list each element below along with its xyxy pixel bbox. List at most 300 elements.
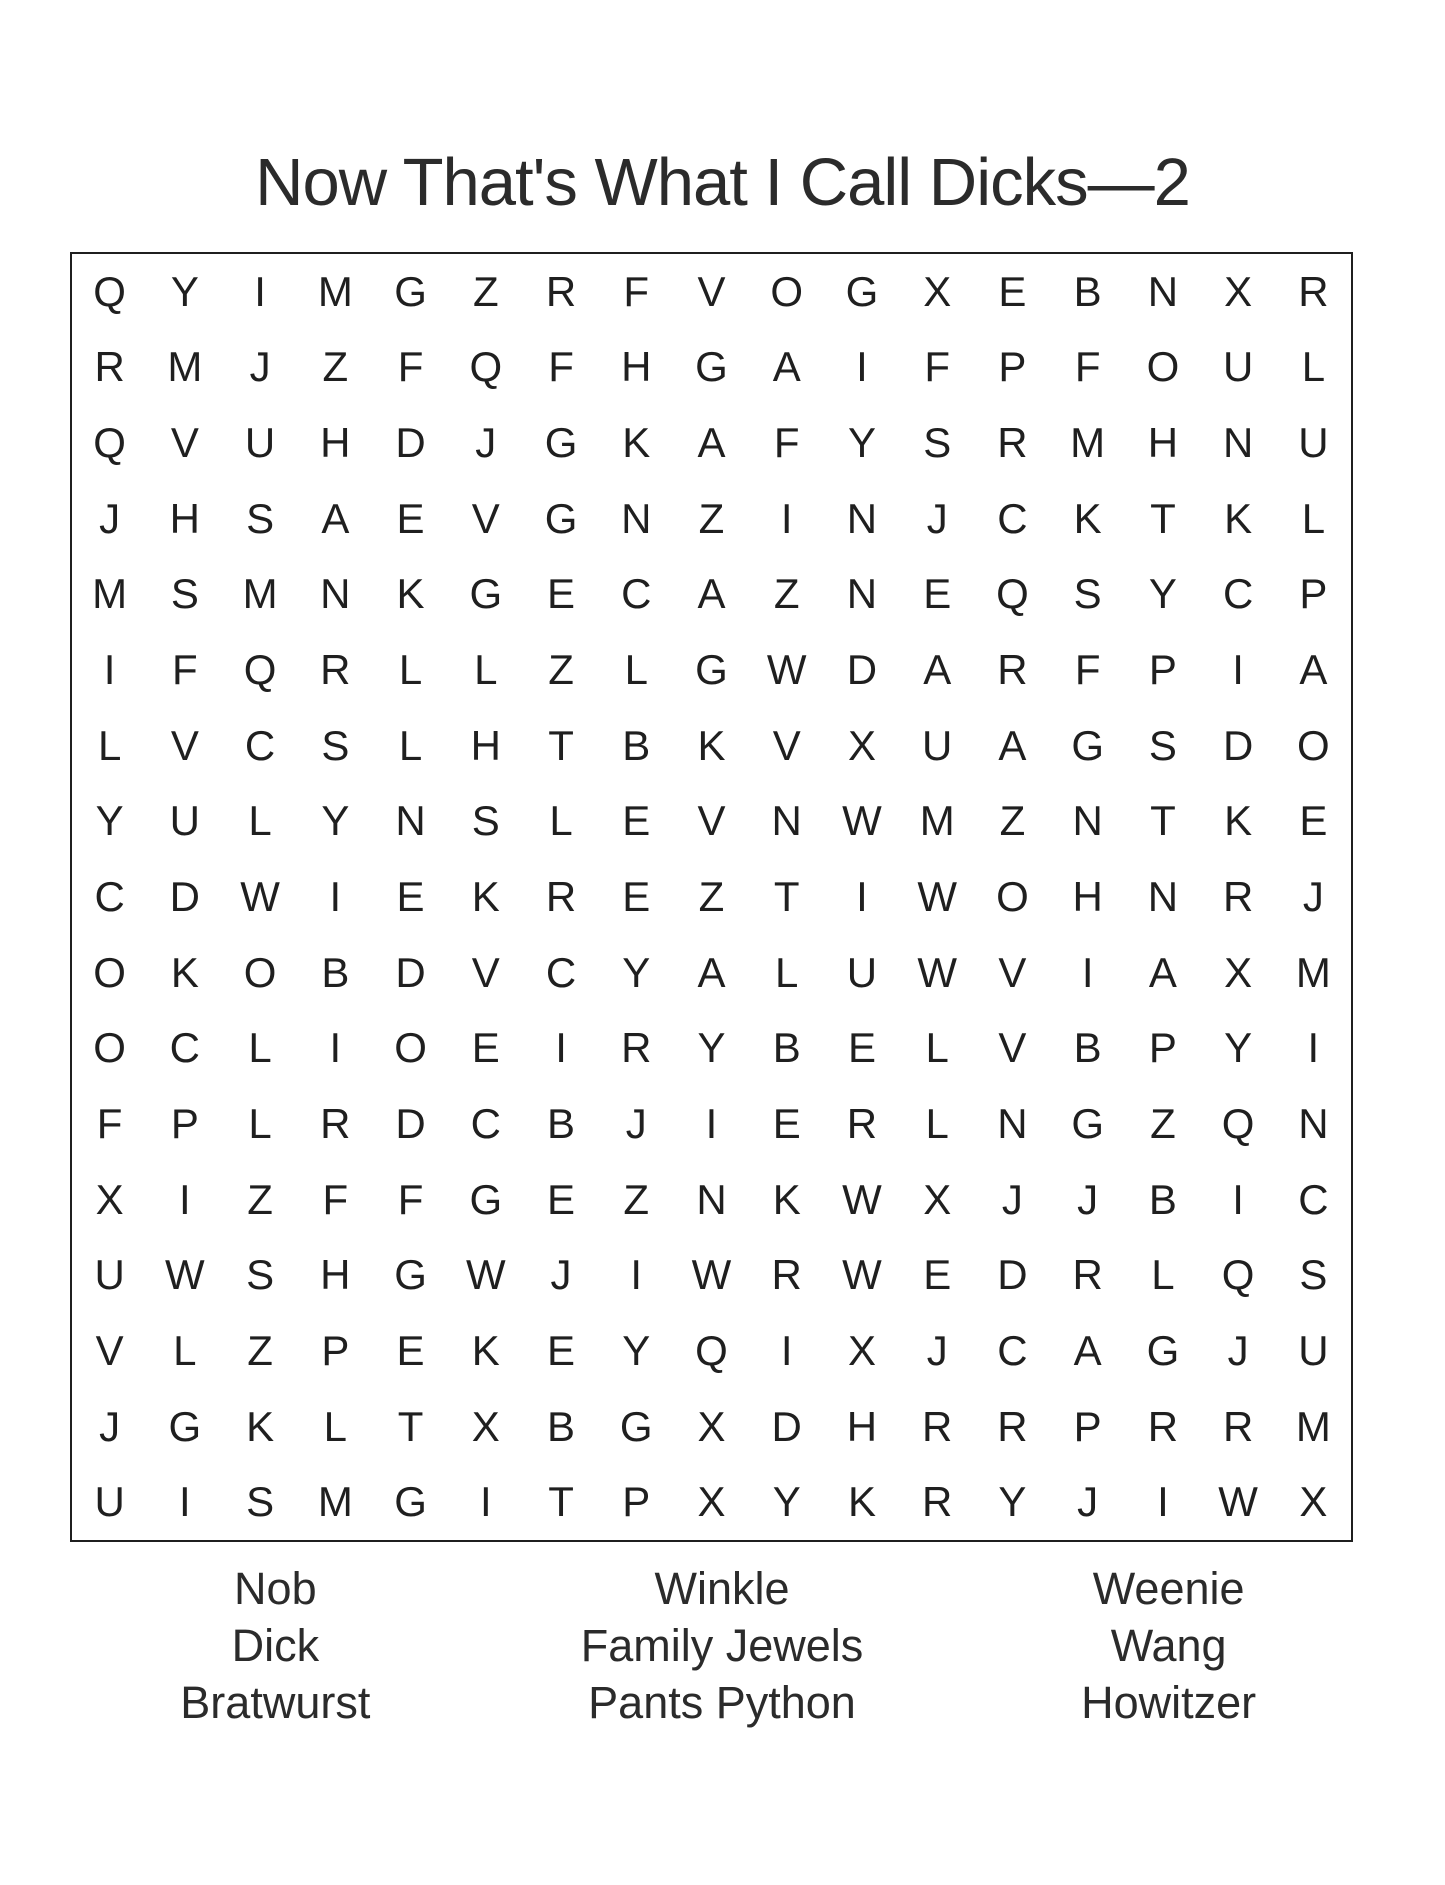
grid-cell: C <box>1298 1175 1329 1223</box>
grid-cell: U <box>94 1251 125 1299</box>
grid-cell: Z <box>472 267 499 315</box>
grid-cell: H <box>470 721 501 769</box>
grid-cell: Y <box>622 1326 651 1374</box>
grid-cell: S <box>246 1478 275 1526</box>
grid-cell: H <box>621 343 652 391</box>
grid-cell: A <box>772 343 801 391</box>
grid-cell: O <box>1297 721 1330 769</box>
grid-cell: B <box>547 1402 576 1450</box>
grid-cell: N <box>1298 1099 1329 1147</box>
grid-cell: Y <box>95 797 124 845</box>
grid-cell: K <box>471 872 500 920</box>
grid-cell: A <box>923 646 952 694</box>
grid-cell: R <box>94 343 125 391</box>
grid-cell: I <box>479 1478 492 1526</box>
grid-cell: Z <box>247 1326 273 1374</box>
grid-cell: X <box>1224 267 1253 315</box>
grid-cell: S <box>923 419 952 467</box>
grid-cell: J <box>99 494 121 542</box>
grid-cell: L <box>323 1402 347 1450</box>
grid-cell: E <box>847 1024 876 1072</box>
grid-cell: J <box>1227 1326 1249 1374</box>
grid-cell: F <box>322 1175 349 1223</box>
grid-cell: C <box>470 1099 501 1147</box>
grid-cell: O <box>996 872 1029 920</box>
grid-cell: C <box>94 872 125 920</box>
grid-cell: I <box>1307 1024 1320 1072</box>
grid-cell: P <box>1299 570 1328 618</box>
grid-cell: X <box>471 1402 500 1450</box>
grid-cell: I <box>1232 1175 1244 1223</box>
grid-cell: K <box>1073 494 1102 542</box>
grid-cell: A <box>1073 1326 1102 1374</box>
grid-cell: D <box>997 1251 1028 1299</box>
grid-cell: R <box>545 267 577 315</box>
grid-cell: S <box>246 1251 275 1299</box>
grid-cell: I <box>1081 948 1094 996</box>
grid-cell: I <box>780 494 793 542</box>
grid-cell: T <box>397 1402 424 1450</box>
grid-cell: G <box>469 570 503 618</box>
grid-cell: Y <box>697 1024 726 1072</box>
grid-cell: N <box>395 797 426 845</box>
grid-cell: G <box>469 1175 503 1223</box>
grid-cell: W <box>465 1251 506 1299</box>
word-search-grid <box>70 252 1353 1542</box>
grid-cell: T <box>1150 797 1176 845</box>
grid-cell: G <box>1071 721 1104 769</box>
grid-cell: L <box>1301 343 1326 391</box>
grid-cell: R <box>1222 872 1254 920</box>
grid-cell: E <box>471 1024 500 1072</box>
grid-cell: A <box>697 419 726 467</box>
grid-cell: Q <box>93 267 126 315</box>
word-list-item: Bratwurst <box>180 1677 371 1728</box>
grid-cell: V <box>471 494 500 542</box>
grid-cell: B <box>622 721 651 769</box>
grid-cell: J <box>1001 1175 1023 1223</box>
grid-cell: K <box>471 1326 500 1374</box>
grid-cell: E <box>772 1099 801 1147</box>
grid-cell: P <box>1148 1024 1177 1072</box>
grid-cell: R <box>1222 1402 1254 1450</box>
grid-cell: X <box>1299 1478 1328 1526</box>
grid-cell: I <box>705 1099 718 1147</box>
grid-cell: G <box>394 1478 427 1526</box>
grid-cell: L <box>248 1024 272 1072</box>
grid-cell: T <box>548 1478 574 1526</box>
grid-cell: G <box>168 1402 202 1450</box>
grid-cell: E <box>998 267 1027 315</box>
grid-cell: L <box>1151 1251 1175 1299</box>
grid-cell: P <box>1073 1402 1102 1450</box>
grid-cell: E <box>622 872 651 920</box>
grid-cell: A <box>1299 646 1328 694</box>
word-list-item: Weenie <box>1092 1563 1245 1614</box>
grid-cell: S <box>321 721 350 769</box>
grid-cell: R <box>997 1402 1028 1450</box>
grid-cell: L <box>624 646 648 694</box>
grid-cell: E <box>1299 797 1328 845</box>
grid-cell: H <box>846 1402 878 1450</box>
word-list-item: Nob <box>234 1563 317 1614</box>
grid-cell: M <box>1295 1402 1331 1450</box>
grid-cell: H <box>320 1251 351 1299</box>
grid-cell: J <box>926 1326 948 1374</box>
grid-cell: W <box>917 872 958 920</box>
grid-cell: I <box>856 343 868 391</box>
grid-cell: N <box>1222 419 1254 467</box>
grid-cell: X <box>923 267 952 315</box>
grid-cell: T <box>1150 494 1176 542</box>
grid-cell: P <box>1148 646 1177 694</box>
grid-cell: J <box>249 343 271 391</box>
grid-cell: S <box>1148 721 1177 769</box>
grid-cell: W <box>165 1251 205 1299</box>
grid-cell: Q <box>1221 1099 1255 1147</box>
grid-cell: J <box>625 1099 647 1147</box>
grid-cell: F <box>1074 343 1101 391</box>
grid-cell: R <box>621 1024 652 1072</box>
grid-cell: G <box>544 419 578 467</box>
grid-cell: E <box>396 872 425 920</box>
grid-cell: Y <box>998 1478 1027 1526</box>
grid-cell: E <box>622 797 651 845</box>
grid-cell: F <box>773 419 800 467</box>
grid-cell: U <box>846 948 878 996</box>
grid-cell: L <box>173 1326 197 1374</box>
grid-cell: Z <box>322 343 349 391</box>
grid-cell: A <box>998 721 1027 769</box>
grid-cell: P <box>998 343 1027 391</box>
grid-cell: E <box>923 1251 952 1299</box>
grid-cell: Z <box>548 646 574 694</box>
grid-cell: W <box>766 646 807 694</box>
grid-cell: K <box>622 419 651 467</box>
grid-cell: E <box>547 1326 576 1374</box>
grid-cell: N <box>1072 797 1103 845</box>
grid-cell: G <box>619 1402 653 1450</box>
grid-cell: G <box>1071 1099 1104 1147</box>
grid-cell: G <box>394 267 427 315</box>
grid-cell: Q <box>93 419 126 467</box>
grid-cell: C <box>545 948 577 996</box>
grid-cell: F <box>548 343 574 391</box>
grid-cell: M <box>317 1478 353 1526</box>
word-list-item: Howitzer <box>1081 1677 1257 1728</box>
grid-cell: X <box>847 1326 876 1374</box>
grid-cell: I <box>780 1326 793 1374</box>
grid-cell: K <box>847 1478 876 1526</box>
grid-cell: N <box>1147 267 1179 315</box>
grid-cell: B <box>1073 1024 1102 1072</box>
grid-cell: H <box>1072 872 1103 920</box>
grid-cell: B <box>1073 267 1102 315</box>
grid-cell: R <box>922 1402 953 1450</box>
grid-cell: Y <box>772 1478 801 1526</box>
grid-cell: M <box>167 343 203 391</box>
grid-cell: N <box>1147 872 1179 920</box>
word-list-column <box>945 1560 1392 1731</box>
grid-cell: K <box>396 570 425 618</box>
grid-cell: I <box>1157 1478 1169 1526</box>
grid-cell: V <box>697 797 726 845</box>
grid-cell: V <box>772 721 801 769</box>
grid-cell: R <box>1298 267 1329 315</box>
grid-cell: G <box>544 494 578 542</box>
grid-cell: I <box>179 1175 191 1223</box>
puzzle-title: Now That's What I Call Dicks—2 <box>255 145 1190 220</box>
grid-cell: S <box>471 797 500 845</box>
grid-cell: I <box>856 872 868 920</box>
grid-cell: K <box>697 721 726 769</box>
grid-cell: O <box>243 948 277 996</box>
grid-cell: X <box>95 1175 124 1223</box>
grid-cell: A <box>697 570 726 618</box>
grid-cell: I <box>555 1024 567 1072</box>
grid-cell: O <box>394 1024 427 1072</box>
word-list-item: Family Jewels <box>580 1620 864 1671</box>
grid-cell: M <box>919 797 955 845</box>
grid-cell: Z <box>999 797 1026 845</box>
grid-cell: R <box>320 1099 351 1147</box>
grid-cell: X <box>1224 948 1253 996</box>
grid-cell: W <box>842 1175 882 1223</box>
grid-cell: E <box>396 494 425 542</box>
grid-cell: N <box>320 570 351 618</box>
grid-cell: E <box>547 570 576 618</box>
grid-cell: U <box>1222 343 1254 391</box>
grid-cell: V <box>471 948 500 996</box>
grid-cell: L <box>97 721 122 769</box>
grid-cell: R <box>1147 1402 1179 1450</box>
grid-cell: E <box>396 1326 425 1374</box>
grid-cell: N <box>696 1175 727 1223</box>
grid-cell: L <box>925 1099 949 1147</box>
grid-cell: W <box>240 872 280 920</box>
grid-cell: A <box>321 494 350 542</box>
grid-cell: R <box>997 646 1028 694</box>
grid-cell: P <box>622 1478 651 1526</box>
grid-cell: R <box>997 419 1028 467</box>
grid-cell: T <box>548 721 574 769</box>
grid-cell: F <box>172 646 198 694</box>
grid-cell: D <box>395 948 426 996</box>
grid-cell: B <box>547 1099 576 1147</box>
grid-cell: Y <box>847 419 876 467</box>
grid-cell: Y <box>170 267 199 315</box>
grid-cell: C <box>997 494 1028 542</box>
grid-cell: G <box>695 343 728 391</box>
grid-cell: J <box>99 1402 121 1450</box>
grid-cell: J <box>475 419 497 467</box>
grid-cell: W <box>842 797 882 845</box>
grid-cell: B <box>772 1024 801 1072</box>
grid-cell: N <box>846 494 878 542</box>
grid-cell: T <box>773 872 800 920</box>
grid-cell: E <box>547 1175 576 1223</box>
grid-cell: W <box>917 948 958 996</box>
grid-cell: V <box>998 948 1027 996</box>
grid-cell: D <box>169 872 201 920</box>
word-list-item: Wang <box>1110 1620 1227 1671</box>
grid-cell: R <box>1072 1251 1103 1299</box>
grid-cell: M <box>1070 419 1106 467</box>
grid-cell: O <box>1146 343 1180 391</box>
grid-cell: L <box>474 646 498 694</box>
grid-cell: U <box>169 797 201 845</box>
grid-cell: N <box>997 1099 1028 1147</box>
grid-cell: K <box>1224 797 1253 845</box>
grid-cell: R <box>320 646 351 694</box>
grid-cell: F <box>397 1175 424 1223</box>
grid-cell: S <box>170 570 199 618</box>
grid-cell: R <box>922 1478 953 1526</box>
word-list-item: Pants Python <box>588 1677 856 1728</box>
grid-cell: B <box>1148 1175 1177 1223</box>
grid-cell: D <box>395 1099 426 1147</box>
grid-cell: S <box>1299 1251 1328 1299</box>
grid-cell: L <box>398 646 423 694</box>
grid-cell: X <box>697 1478 726 1526</box>
grid-cell: J <box>550 1251 572 1299</box>
grid-cell: K <box>772 1175 801 1223</box>
grid-cell: Q <box>695 1326 728 1374</box>
grid-cell: I <box>179 1478 191 1526</box>
grid-cell: F <box>397 343 424 391</box>
word-list-item: Winkle <box>654 1563 790 1614</box>
grid-cell: M <box>317 267 353 315</box>
grid-cell: V <box>697 267 726 315</box>
grid-cell: K <box>1224 494 1253 542</box>
grid-cell: L <box>549 797 573 845</box>
word-list-column <box>499 1560 946 1731</box>
grid-cell: J <box>1077 1175 1099 1223</box>
grid-cell: Z <box>773 570 800 618</box>
grid-cell: F <box>96 1099 123 1147</box>
grid-cell: J <box>926 494 948 542</box>
grid-cell: S <box>246 494 275 542</box>
grid-cell: I <box>329 872 342 920</box>
grid-cell: N <box>621 494 652 542</box>
grid-cell: Q <box>1221 1251 1255 1299</box>
grid-cell: G <box>394 1251 427 1299</box>
grid-cell: D <box>1222 721 1254 769</box>
grid-cell: L <box>925 1024 949 1072</box>
grid-cell: X <box>697 1402 726 1450</box>
grid-cell: Z <box>1150 1099 1176 1147</box>
grid-cell: U <box>1298 1326 1329 1374</box>
grid-cell: W <box>691 1251 732 1299</box>
grid-cell: J <box>1302 872 1324 920</box>
grid-cell: R <box>545 872 577 920</box>
grid-cell: O <box>93 948 126 996</box>
grid-cell: M <box>1295 948 1331 996</box>
grid-cell: P <box>321 1326 350 1374</box>
grid-cell: H <box>169 494 201 542</box>
grid-cell: M <box>242 570 278 618</box>
grid-cell: A <box>697 948 726 996</box>
grid-cell: N <box>771 797 802 845</box>
grid-cell: J <box>1077 1478 1099 1526</box>
grid-cell: F <box>623 267 650 315</box>
grid-cell: L <box>398 721 423 769</box>
grid-cell: V <box>998 1024 1027 1072</box>
grid-cell: C <box>997 1326 1028 1374</box>
grid-cell: D <box>771 1402 802 1450</box>
grid-cell: W <box>842 1251 882 1299</box>
grid-cell: V <box>170 721 199 769</box>
grid-cell: R <box>771 1251 802 1299</box>
grid-cell: X <box>923 1175 952 1223</box>
grid-cell: L <box>248 1099 272 1147</box>
grid-cell: Z <box>698 872 725 920</box>
grid-cell: G <box>695 646 728 694</box>
grid-cell: U <box>1298 419 1329 467</box>
grid-cell: C <box>169 1024 201 1072</box>
grid-cell: Z <box>247 1175 273 1223</box>
grid-cell: Q <box>243 646 277 694</box>
grid-cell: I <box>630 1251 643 1299</box>
grid-cell: L <box>248 797 272 845</box>
word-list-column <box>52 1560 499 1731</box>
grid-cell: O <box>770 267 804 315</box>
grid-cell: I <box>1232 646 1244 694</box>
grid-cell: Y <box>1224 1024 1253 1072</box>
grid-cell: Q <box>996 570 1029 618</box>
grid-cell: U <box>922 721 953 769</box>
grid-cell: I <box>329 1024 342 1072</box>
grid-cell: Y <box>321 797 350 845</box>
grid-cell: Y <box>622 948 651 996</box>
grid-cell: C <box>621 570 652 618</box>
grid-cell: A <box>1148 948 1177 996</box>
grid-cell: X <box>847 721 876 769</box>
grid-cell: F <box>924 343 951 391</box>
grid-cell: L <box>775 948 799 996</box>
grid-cell: Y <box>1148 570 1177 618</box>
grid-cell: H <box>320 419 351 467</box>
grid-cell: S <box>1073 570 1102 618</box>
grid-cell: R <box>846 1099 878 1147</box>
grid-cell: N <box>846 570 878 618</box>
grid-cell: E <box>923 570 952 618</box>
grid-cell: F <box>1074 646 1101 694</box>
grid-cell: G <box>845 267 879 315</box>
grid-cell: D <box>846 646 878 694</box>
grid-cell: K <box>246 1402 275 1450</box>
grid-cell: B <box>321 948 350 996</box>
grid-cell: Q <box>469 343 503 391</box>
grid-cell: I <box>254 267 266 315</box>
grid-cell: K <box>170 948 199 996</box>
grid-cell: V <box>95 1326 124 1374</box>
grid-cell: D <box>395 419 426 467</box>
word-list <box>52 1560 1392 1731</box>
grid-cell: I <box>103 646 116 694</box>
grid-cell: P <box>170 1099 199 1147</box>
grid-cell: L <box>1301 494 1326 542</box>
grid-cell: U <box>244 419 276 467</box>
word-list-item: Dick <box>231 1620 320 1671</box>
grid-cell: U <box>94 1478 125 1526</box>
grid-cell: V <box>170 419 199 467</box>
grid-cell: M <box>92 570 128 618</box>
grid-cell: C <box>1222 570 1254 618</box>
grid-cell: O <box>93 1024 126 1072</box>
grid-cell: G <box>1146 1326 1180 1374</box>
grid-cell: H <box>1147 419 1179 467</box>
